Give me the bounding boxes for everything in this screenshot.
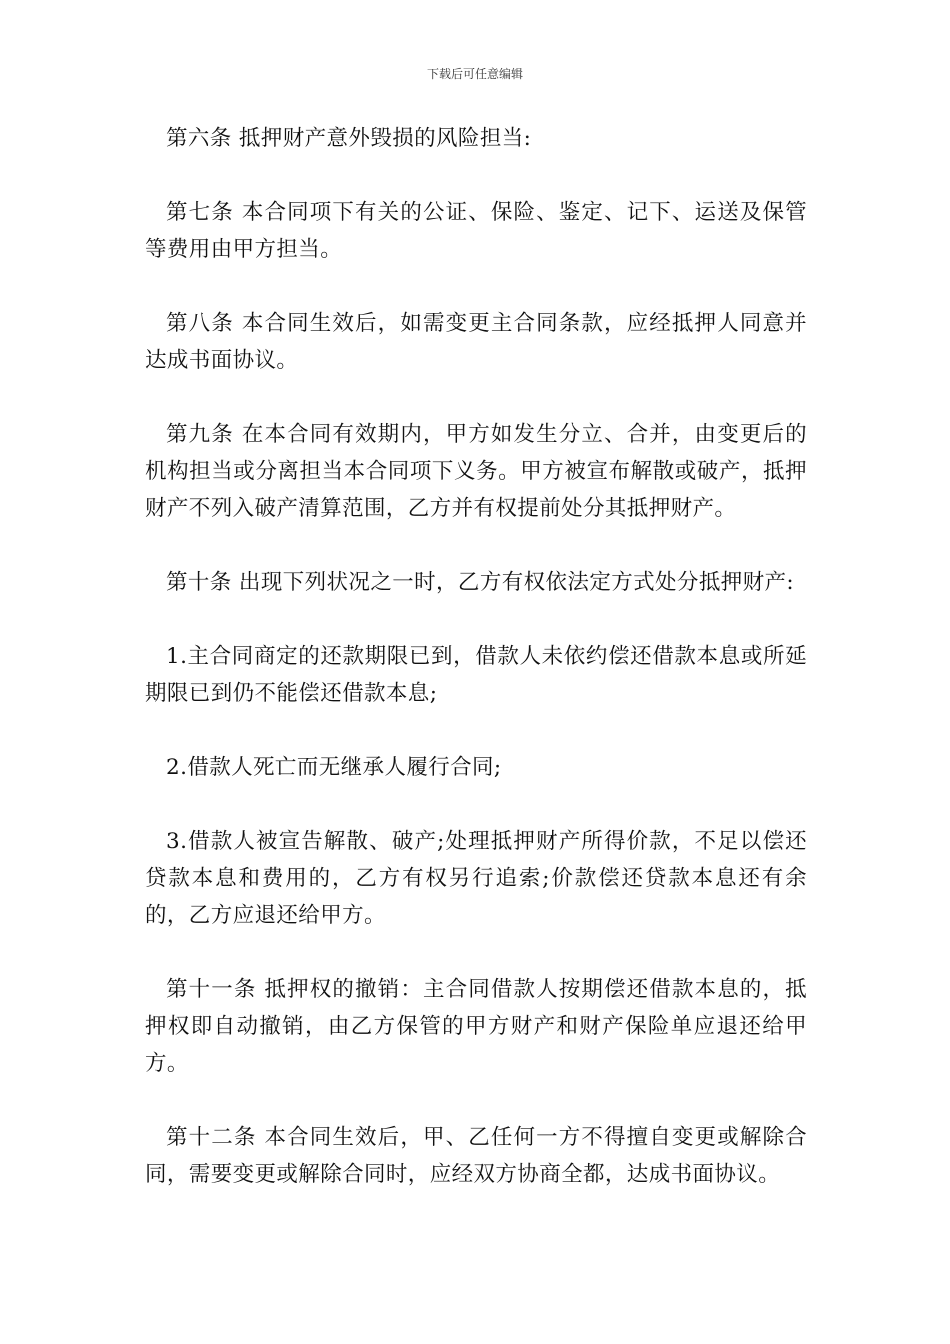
- article-12: 第十二条 本合同生效后，甲、乙任何一方不得擅自变更或解除合同，需要变更或解除合同时，应经双方协商全都，达成书面协议。: [145, 1125, 807, 1187]
- article-10-item-1: 1.主合同商定的还款期限已到，借款人未依约偿还借款本息或所延期限已到仍不能偿还借款本息;: [145, 644, 807, 706]
- article-6: 第六条 抵押财产意外毁损的风险担当:: [166, 126, 532, 151]
- article-9: 第九条 在本合同有效期内，甲方如发生分立、合并，由变更后的机构担当或分离担当本合同项下义务。甲方被宣布解散或破产，抵押财产不列入破产清算范围，乙方并有权提前处分其抵押财产。: [145, 422, 807, 521]
- article-10-item-2: 2.借款人死亡而无继承人履行合同;: [166, 755, 502, 780]
- article-10-item-3: 3.借款人被宣告解散、破产;处理抵押财产所得价款，不足以偿还贷款本息和费用的，乙方有权另行追索;价款偿还贷款本息还有余的，乙方应退还给甲方。: [145, 829, 807, 928]
- article-8: 第八条 本合同生效后，如需变更主合同条款，应经抵押人同意并达成书面协议。: [145, 311, 807, 373]
- article-11: 第十一条 抵押权的撤销：主合同借款人按期偿还借款本息的，抵押权即自动撤销，由乙方保管的甲方财产和财产保险单应退还给甲方。: [145, 977, 807, 1076]
- document-body: [145, 120, 807, 1230]
- page-header: 下载后可任意编辑: [426, 67, 523, 81]
- article-7: 第七条 本合同项下有关的公证、保险、鉴定、记下、运送及保管等费用由甲方担当。: [145, 200, 807, 262]
- article-10: 第十条 出现下列状况之一时，乙方有权依法定方式处分抵押财产:: [166, 570, 795, 595]
